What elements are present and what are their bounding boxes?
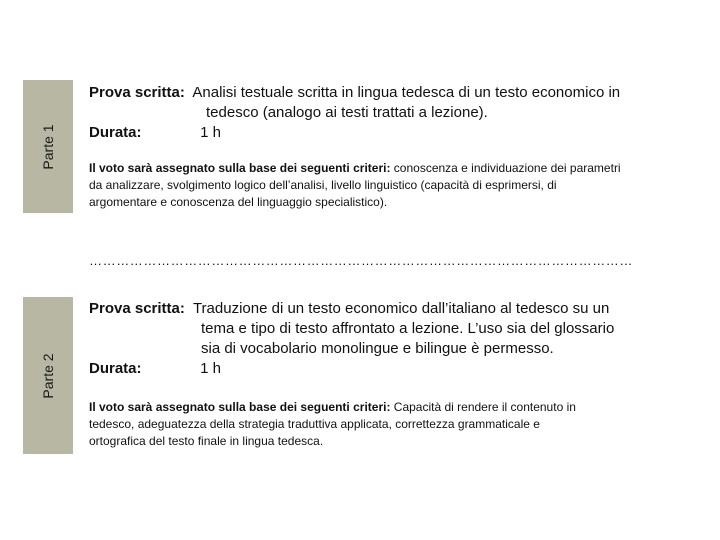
part1-tab-label: Parte 1 [40, 123, 56, 170]
part2-tab-label: Parte 2 [40, 352, 56, 399]
part2-exam-line1: Traduzione di un testo economico dall’italiano al tedesco su un [192, 300, 610, 317]
part2-criteria-intro: Il voto sarà assegnato sulla base dei seguenti criteri: [89, 400, 391, 414]
part2-duration-value: 1 h [200, 360, 222, 377]
part1-criteria-intro: Il voto sarà assegnato sulla base dei seguenti criteri: [89, 161, 391, 175]
part2-criteria [89, 399, 689, 450]
part2-criteria-line1: Capacità di rendere il contenuto in [393, 400, 576, 414]
part2-duration-key: Durata: [89, 360, 142, 377]
part1-side-tab [23, 80, 73, 213]
part2-criteria-line3: ortografica del testo finale in lingua tedesca. [89, 434, 324, 448]
part1-criteria-line2: da analizzare, svolgimento logico dell’analisi, livello linguistico (capacità di esprimersi, di [89, 178, 557, 192]
part2-side-tab [23, 297, 73, 454]
part1-exam-line1: Analisi testuale scritta in lingua tedesca di un testo economico in [192, 84, 621, 101]
part1-exam-description [89, 83, 620, 143]
part1-duration-key: Durata: [89, 124, 142, 141]
part1-criteria [89, 160, 689, 211]
part1-criteria-line3: argomentare e conoscenza del linguaggio specialistico). [89, 195, 388, 209]
part1-duration-value: 1 h [200, 124, 222, 141]
part1-exam-key: Prova scritta: [89, 84, 185, 101]
part1-exam-line2: tedesco (analogo ai testi trattati a lezione). [206, 104, 488, 121]
part1-criteria-line1: conoscenza e individuazione dei parametri [393, 161, 621, 175]
part2-exam-line2: tema e tipo di testo affrontato a lezione. L’uso sia del glossario [201, 320, 615, 337]
section-separator: ………………………………………………………………………………………………………… [89, 253, 633, 268]
part2-criteria-line2: tedesco, adeguatezza della strategia traduttiva applicata, correttezza grammaticale e [89, 417, 540, 431]
part2-exam-description [89, 299, 614, 379]
part2-exam-key: Prova scritta: [89, 300, 185, 317]
part2-exam-line3: sia di vocabolario monolingue e bilingue è permesso. [201, 340, 554, 357]
